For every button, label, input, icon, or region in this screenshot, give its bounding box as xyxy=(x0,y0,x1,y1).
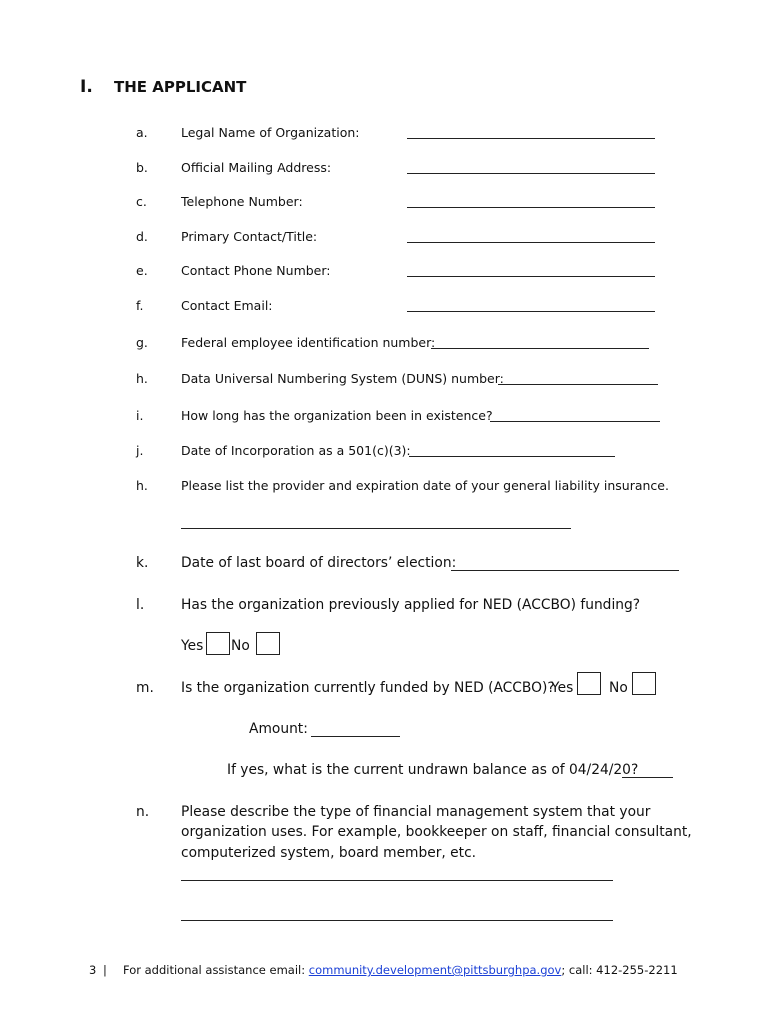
amount-field[interactable] xyxy=(311,736,400,737)
currently-funded-label: Is the organization currently funded by NED (ACCBO)? xyxy=(181,680,555,696)
item-letter: h. xyxy=(136,478,148,493)
existence-label: How long has the organization been in existence? xyxy=(181,408,493,423)
item-letter: j. xyxy=(136,443,144,458)
item-letter: b. xyxy=(136,160,148,175)
telephone-field[interactable] xyxy=(407,207,655,208)
primary-contact-label: Primary Contact/Title: xyxy=(181,229,318,244)
incorporation-date-field[interactable] xyxy=(409,456,615,457)
telephone-label: Telephone Number: xyxy=(181,194,303,209)
item-letter: g. xyxy=(136,335,148,350)
currently-funded-yes-label: Yes xyxy=(551,680,574,696)
financial-system-label-line-1: Please describe the type of financial management system that your xyxy=(181,804,651,820)
previously-applied-no-label: No xyxy=(231,638,250,654)
insurance-field[interactable] xyxy=(181,528,571,529)
legal-name-field[interactable] xyxy=(407,138,655,139)
item-letter: a. xyxy=(136,125,148,140)
footer-suffix: ; call: 412-255-2211 xyxy=(561,963,678,977)
currently-funded-yes-checkbox[interactable] xyxy=(577,672,601,695)
previously-applied-label: Has the organization previously applied for NED (ACCBO) funding? xyxy=(181,597,641,613)
fein-field[interactable] xyxy=(431,348,649,349)
contact-phone-label: Contact Phone Number: xyxy=(181,263,331,278)
page-number: 3 xyxy=(89,963,97,977)
currently-funded-no-label: No xyxy=(609,680,628,696)
insurance-label: Please list the provider and expiration date of your general liability insurance. xyxy=(181,478,669,493)
item-letter: l. xyxy=(136,597,145,613)
contact-email-label: Contact Email: xyxy=(181,298,273,313)
balance-question: If yes, what is the current undrawn balance as of 04/24/20? xyxy=(227,762,639,778)
contact-phone-field[interactable] xyxy=(407,276,655,277)
duns-label: Data Universal Numbering System (DUNS) number: xyxy=(181,371,504,386)
footer-email-link[interactable]: community.development@pittsburghpa.gov xyxy=(308,963,562,977)
footer-contact xyxy=(123,963,678,977)
item-letter: k. xyxy=(136,555,149,571)
item-letter: f. xyxy=(136,298,144,313)
currently-funded-no-checkbox[interactable] xyxy=(632,672,656,695)
financial-system-field-line-2[interactable] xyxy=(181,920,613,921)
footer-prefix: For additional assistance email: xyxy=(123,963,306,977)
section-number: I. xyxy=(80,77,93,97)
duns-field[interactable] xyxy=(498,384,658,385)
balance-field[interactable] xyxy=(622,777,673,778)
item-letter: n. xyxy=(136,804,150,820)
previously-applied-yes-checkbox[interactable] xyxy=(206,632,230,655)
amount-label: Amount: xyxy=(249,721,308,737)
item-letter: e. xyxy=(136,263,148,278)
item-letter: h. xyxy=(136,371,148,386)
section-title: THE APPLICANT xyxy=(114,78,247,96)
item-letter: c. xyxy=(136,194,147,209)
previously-applied-no-checkbox[interactable] xyxy=(256,632,280,655)
mailing-address-label: Official Mailing Address: xyxy=(181,160,332,175)
contact-email-field[interactable] xyxy=(407,311,655,312)
board-election-label: Date of last board of directors’ election: xyxy=(181,555,457,571)
fein-label: Federal employee identification number: xyxy=(181,335,436,350)
primary-contact-field[interactable] xyxy=(407,242,655,243)
footer-separator: | xyxy=(103,963,107,977)
mailing-address-field[interactable] xyxy=(407,173,655,174)
board-election-field[interactable] xyxy=(451,570,679,571)
financial-system-label-line-3: computerized system, board member, etc. xyxy=(181,845,477,861)
financial-system-field-line-1[interactable] xyxy=(181,880,613,881)
item-letter: i. xyxy=(136,408,144,423)
incorporation-date-label: Date of Incorporation as a 501(c)(3): xyxy=(181,443,411,458)
financial-system-label-line-2: organization uses. For example, bookkeeper on staff, financial consultant, xyxy=(181,824,692,840)
legal-name-label: Legal Name of Organization: xyxy=(181,125,360,140)
previously-applied-yes-label: Yes xyxy=(181,638,204,654)
item-letter: m. xyxy=(136,680,154,696)
existence-field[interactable] xyxy=(490,421,660,422)
item-letter: d. xyxy=(136,229,148,244)
